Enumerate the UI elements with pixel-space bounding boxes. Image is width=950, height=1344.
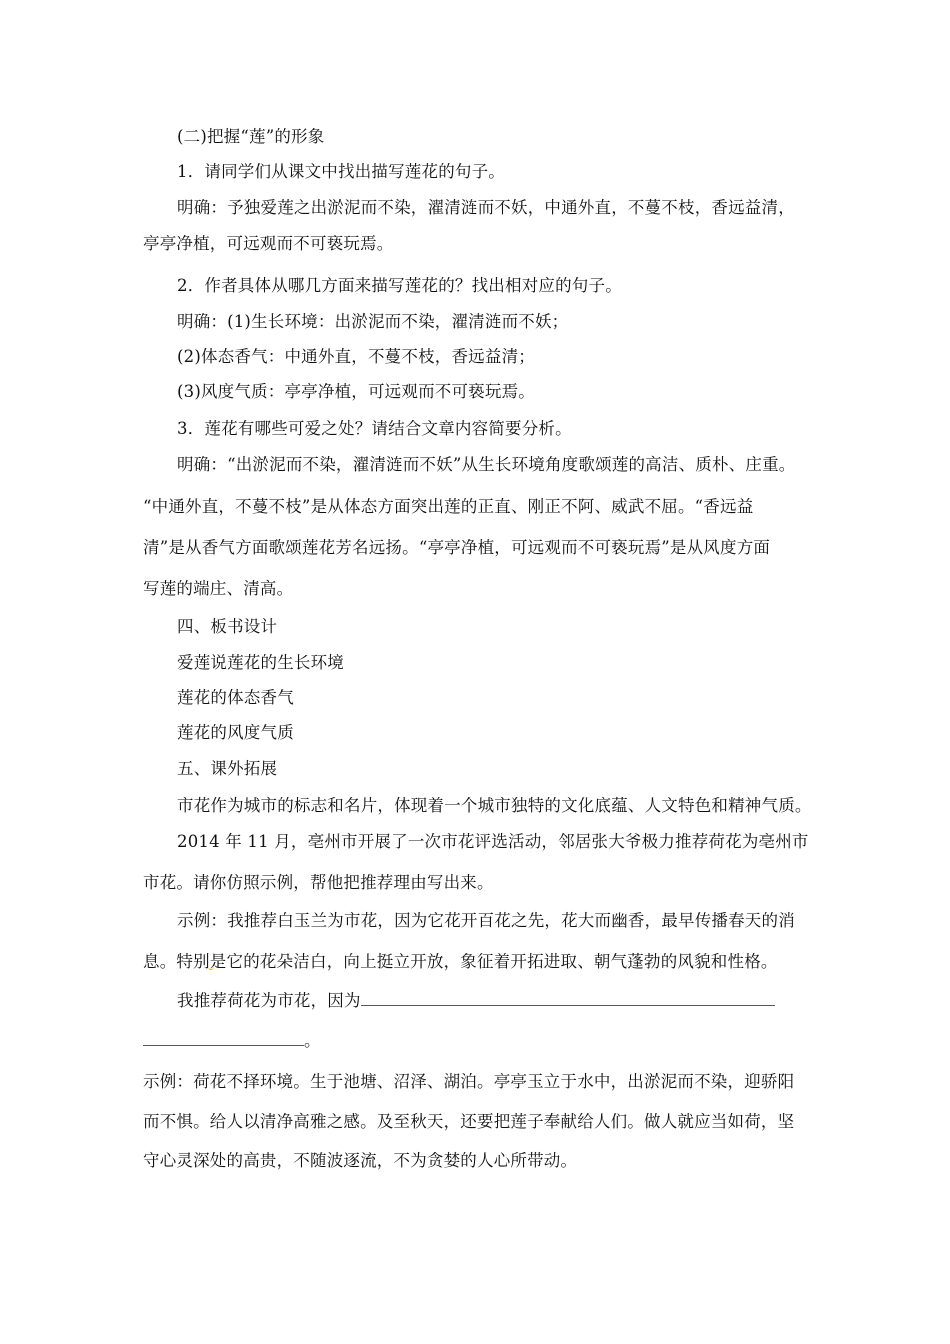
fill-in-continuation: [143, 1030, 321, 1052]
answer-1-line-1: 明确：予独爱莲之出淤泥而不染，濯清涟而不妖，中通外直，不蔓不枝，香远益清，: [177, 198, 795, 217]
answer-3-line-2: “中通外直，不蔓不枝”是从体态方面突出莲的正直、刚正不阿、威武不屈。“香远益: [143, 497, 754, 516]
section-five-heading: 五、课外拓展: [177, 759, 278, 778]
answer-1-line-2: 亭亭净植，可远观而不可亵玩焉。: [143, 234, 394, 253]
answer-2-line-3: (3)风度气质：亭亭净植，可远观而不可亵玩焉。: [177, 382, 535, 401]
section-four-heading: 四、板书设计: [177, 617, 278, 636]
answer-2-line-1: 明确：(1)生长环境：出淤泥而不染，濯清涟而不妖；: [177, 312, 569, 331]
sample-answer-line-2: 而不惧。给人以清净高雅之感。及至秋天，还要把莲子奉献给人们。做人就应当如荷，坚: [143, 1112, 795, 1131]
fill-in-end-mark: 。: [304, 1031, 321, 1050]
answer-blank-2[interactable]: [143, 1031, 304, 1046]
answer-3-line-3: 清”是从香气方面歌颂莲花芳名远扬。“亭亭净植，可远观而不可亵玩焉”是从风度方面: [143, 538, 771, 557]
answer-blank-1[interactable]: [361, 991, 775, 1006]
answer-2-line-2: (2)体态香气：中通外直，不蔓不枝，香远益清；: [177, 347, 535, 366]
sample-answer-line-1: 示例：荷花不择环境。生于池塘、沼泽、湖泊。亭亭玉立于水中，出淤泥而不染，迎骄阳: [143, 1072, 795, 1091]
extension-paragraph-1: 市花作为城市的标志和名片，体现着一个城市独特的文化底蕴、人文特色和精神气质。: [177, 796, 812, 815]
fill-in-prompt: [177, 990, 775, 1012]
question-3: 3．莲花有哪些可爱之处？请结合文章内容简要分析。: [177, 419, 572, 438]
answer-3-line-1: 明确：“出淤泥而不染，濯清涟而不妖”从生长环境角度歌颂莲的高洁、质朴、庄重。: [177, 455, 796, 474]
extension-paragraph-2-line-1: 2014 年 11 月，亳州市开展了一次市花评选活动，邻居张大爷极力推荐荷花为亳州市: [177, 832, 809, 851]
question-2: 2．作者具体从哪几方面来描写莲花的？找出相对应的句子。: [177, 276, 622, 295]
board-design-line-2: 莲花的体态香气: [177, 688, 294, 707]
example-line-2: 息。特别是它的花朵洁白，向上挺立开放，象征着开拓进取、朝气蓬勃的风貌和性格。: [143, 952, 778, 971]
answer-3-line-4: 写莲的端庄、清高。: [143, 579, 294, 598]
board-design-line-1: 爱莲说莲花的生长环境: [177, 653, 344, 672]
fill-in-prompt-text: 我推荐荷花为市花，因为: [177, 991, 361, 1010]
extension-paragraph-2-line-2: 市花。请你仿照示例，帮他把推荐理由写出来。: [143, 873, 494, 892]
sample-answer-line-3: 守心灵深处的高贵，不随波逐流，不为贪婪的人心所带动。: [143, 1151, 578, 1170]
board-design-line-3: 莲花的风度气质: [177, 723, 294, 742]
section-heading: (二)把握“莲”的形象: [177, 127, 325, 146]
question-1: 1．请同学们从课文中找出描写莲花的句子。: [177, 162, 505, 181]
example-line-1: 示例：我推荐白玉兰为市花，因为它花开百花之先，花大而幽香，最早传播春天的消: [177, 911, 795, 930]
